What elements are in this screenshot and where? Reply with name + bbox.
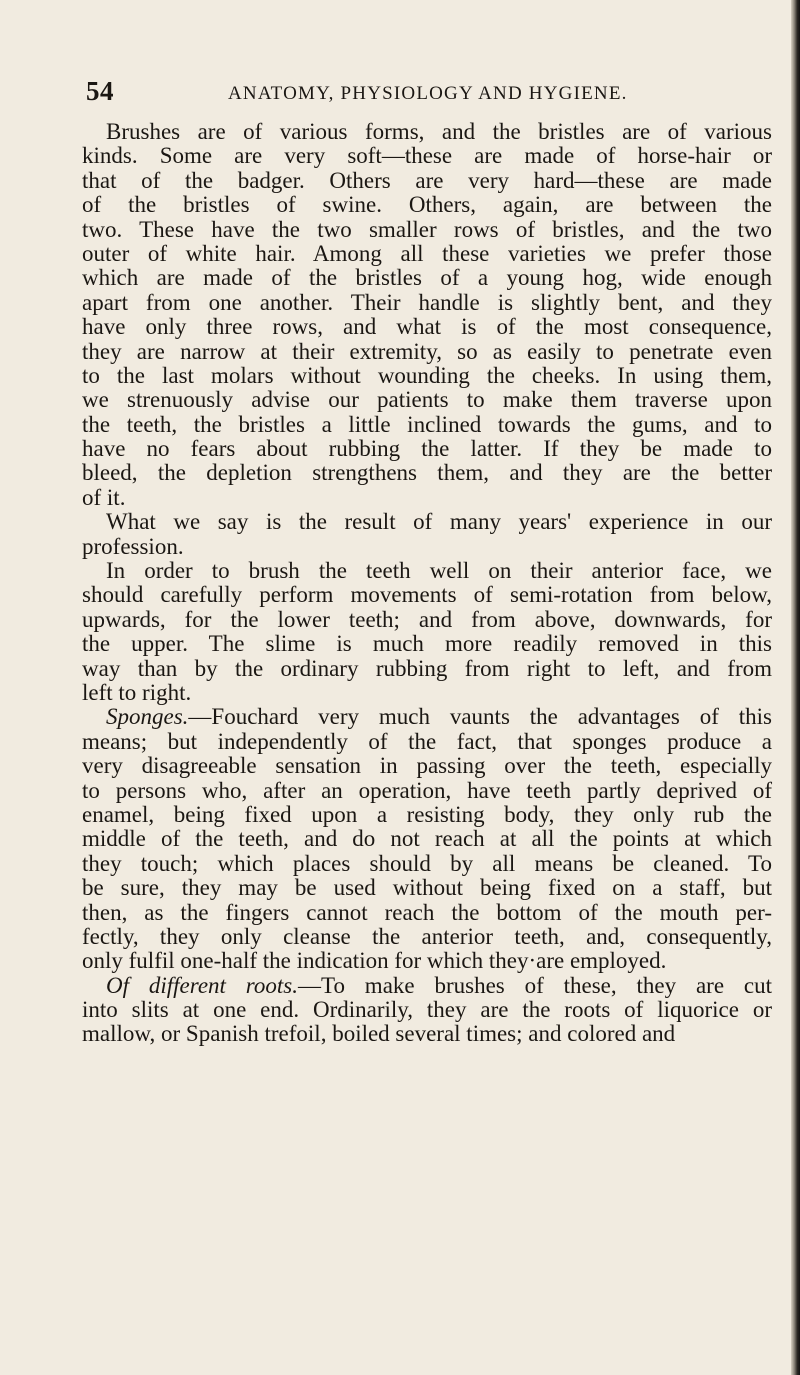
text-line: way than by the ordinary rubbing from right to left, and from: [82, 655, 772, 681]
section-heading-sponges: Sponges.: [106, 704, 189, 730]
text-line: have only three rows, and what is of the most consequence,: [82, 314, 772, 340]
text-line: be sure, they may be used without being fixed on a staff, but: [82, 875, 772, 901]
text-line: the teeth, the bristles a little inclined towards the gums, and to: [82, 411, 772, 437]
text-line: bleed, the depletion strengthens them, and they are the better: [82, 460, 772, 486]
text-line: we strenuously advise our patients to make them traverse upon: [82, 387, 772, 413]
paragraph-different-roots: [82, 974, 772, 1047]
page-number: 54: [86, 76, 114, 106]
text-line: Brushes are of various forms, and the bristles are of various: [106, 119, 772, 144]
text-line: very disagreeable sensation in passing over the teeth, especially: [82, 753, 772, 779]
text-line: [82, 974, 772, 998]
text-line: of it.: [82, 484, 126, 510]
text-line: What we say is the result of many years' experience in our: [106, 509, 772, 535]
text-line: the upper. The slime is much more readily removed in this: [82, 631, 772, 657]
paragraph-brushing-method: [82, 559, 772, 705]
text-line: mallow, or Spanish trefoil, boiled several times; and colored and: [82, 1021, 676, 1047]
text-line: that of the badger. Others are very hard—these are made: [82, 167, 772, 193]
paragraph-sponges: [82, 705, 772, 973]
text-line: outer of white hair. Among all these varieties we prefer those: [82, 240, 772, 266]
text-line: into slits at one end. Ordinarily, they are the roots of liquorice or: [82, 997, 772, 1023]
page-header: [82, 76, 772, 112]
text-run: —To make brushes of these, they are cut: [298, 972, 772, 998]
text-line: to persons who, after an operation, have teeth partly deprived of: [82, 777, 772, 803]
paragraph-brushes: [82, 120, 772, 510]
text-line: to the last molars without wounding the cheeks. In using them,: [82, 362, 772, 388]
text-line: upwards, for the lower teeth; and from above, downwards, for: [82, 606, 772, 632]
text-line: have no fears about rubbing the latter. If they be made to: [82, 436, 772, 462]
text-line: two. These have the two smaller rows of bristles, and the two: [82, 216, 772, 242]
text-line: only fulfil one-half the indication for which they·are employed.: [82, 948, 667, 974]
text-line: left to right.: [82, 679, 192, 705]
section-heading-different-roots: Of different roots.: [106, 972, 298, 998]
text-line: [82, 705, 772, 729]
text-line: In order to brush the teeth well on their anterior face, we: [106, 558, 772, 584]
text-line: fectly, they only cleanse the anterior teeth, and, consequently,: [82, 923, 772, 949]
running-head: ANATOMY, PHYSIOLOGY AND HYGIENE.: [228, 83, 628, 104]
text-line: kinds. Some are very soft—these are made of horse-hair or: [82, 143, 772, 169]
text-line: enamel, being fixed upon a resisting body, they only rub the: [82, 801, 772, 827]
text-line: then, as the fingers cannot reach the bottom of the mouth per-: [82, 899, 772, 925]
body-text: [82, 120, 772, 1047]
text-line: which are made of the bristles of a young hog, wide enough: [82, 265, 772, 291]
text-run: —Fouchard very much vaunts the advantages of this: [188, 704, 772, 730]
text-line: middle of the teeth, and do not reach at all the points at which: [82, 826, 772, 852]
text-line: should carefully perform movements of semi-rotation from below,: [82, 582, 772, 608]
page-edge-shadow: [791, 0, 800, 1375]
text-line: means; but independently of the fact, that sponges produce a: [82, 728, 772, 754]
text-line: of the bristles of swine. Others, again, are between the: [82, 192, 772, 218]
text-line: they touch; which places should by all means be cleaned. To: [82, 850, 772, 876]
text-line: apart from one another. Their handle is slightly bent, and they: [82, 289, 772, 315]
paragraph-experience: [82, 510, 772, 559]
text-line: they are narrow at their extremity, so as easily to penetrate even: [82, 338, 772, 364]
text-line: profession.: [82, 533, 184, 559]
